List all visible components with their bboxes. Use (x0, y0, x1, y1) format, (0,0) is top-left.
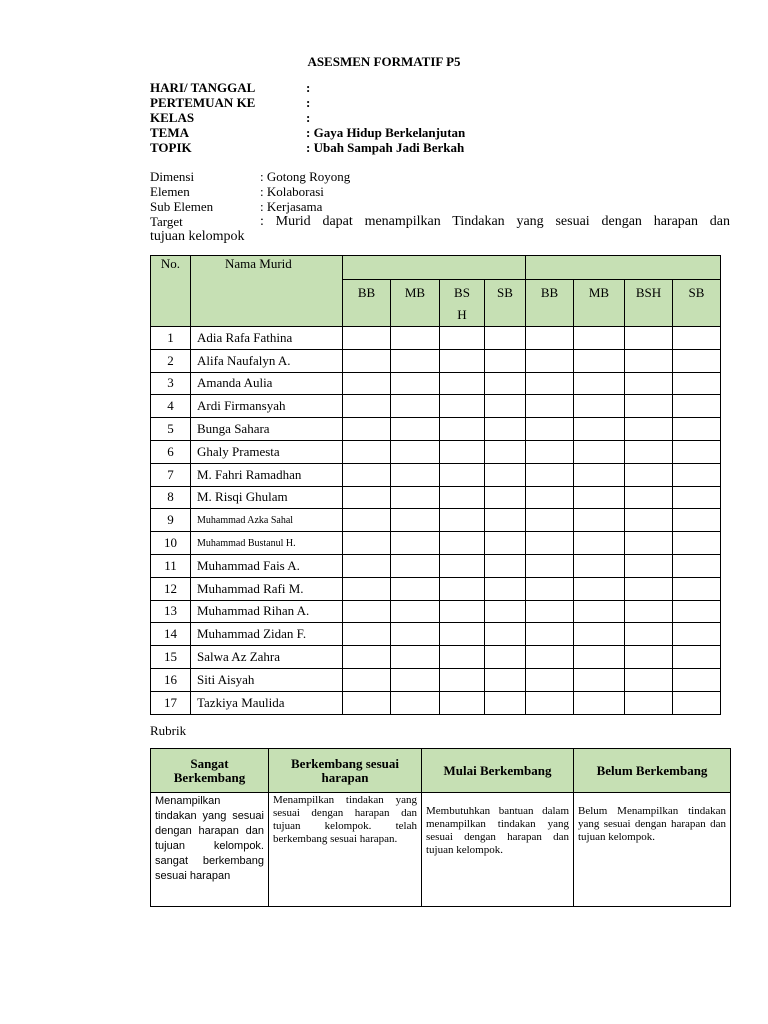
score-cell[interactable] (391, 577, 440, 600)
score-cell[interactable] (440, 646, 485, 669)
table-row (151, 577, 721, 600)
score-cell[interactable] (673, 440, 721, 463)
score-cell[interactable] (485, 327, 526, 350)
score-cell[interactable] (673, 509, 721, 532)
score-cell[interactable] (574, 600, 625, 623)
score-cell[interactable] (440, 691, 485, 714)
student-number: 2 (151, 349, 191, 372)
meta-label: Elemen (150, 184, 190, 199)
meta-label: Target (150, 214, 183, 229)
score-cell[interactable] (526, 668, 574, 691)
student-name: Bunga Sahara (191, 418, 343, 441)
score-cell[interactable] (440, 486, 485, 509)
student-name: Muhammad Azka Sahal (191, 509, 343, 532)
score-cell[interactable] (485, 554, 526, 577)
header-value: : (306, 80, 311, 95)
score-cell[interactable] (485, 668, 526, 691)
score-cell[interactable] (574, 463, 625, 486)
student-number: 12 (151, 577, 191, 600)
score-cell[interactable] (343, 691, 391, 714)
col-header-bsh: BS H (440, 280, 485, 327)
score-cell[interactable] (574, 577, 625, 600)
rubrik-cell-mulai-berkembang: Membutuhkan bantuan dalam menampilkan tindakan yang sesuai dengan harapan dan tujuan kelompok. (422, 793, 574, 907)
score-cell[interactable] (526, 418, 574, 441)
score-cell[interactable] (343, 668, 391, 691)
target-continuation: tujuan kelompok (150, 229, 245, 244)
score-cell[interactable] (625, 486, 673, 509)
rubrik-cell-berkembang-sesuai-harapan: Menampilkan tindakan yang sesuai dengan harapan dan tujuan kelompok. telah berkembang sesuai harapan. (269, 793, 422, 907)
table-row (151, 509, 721, 532)
rubrik-label: Rubrik (150, 723, 187, 738)
student-number: 6 (151, 440, 191, 463)
score-cell[interactable] (526, 577, 574, 600)
col-header-bb: BB (526, 280, 574, 327)
score-cell[interactable] (343, 463, 391, 486)
score-cell[interactable] (440, 554, 485, 577)
score-cell[interactable] (574, 623, 625, 646)
score-cell[interactable] (391, 440, 440, 463)
score-cell[interactable] (673, 418, 721, 441)
score-cell[interactable] (485, 486, 526, 509)
col-header-no: No. (151, 256, 191, 327)
score-cell[interactable] (440, 532, 485, 555)
score-cell[interactable] (485, 372, 526, 395)
table-row (151, 463, 721, 486)
score-cell[interactable] (526, 395, 574, 418)
rubrik-header-berkembang-sesuai-harapan: Berkembang sesuai harapan (269, 749, 422, 793)
score-cell[interactable] (440, 372, 485, 395)
score-cell[interactable] (673, 668, 721, 691)
score-cell[interactable] (343, 440, 391, 463)
table-row (151, 327, 721, 350)
meta-row-elemen (150, 184, 730, 199)
meta-row-target (150, 214, 730, 229)
score-cell[interactable] (574, 554, 625, 577)
score-cell[interactable] (343, 577, 391, 600)
table-row (151, 668, 721, 691)
header-row-pertemuan (150, 95, 465, 110)
score-cell[interactable] (391, 395, 440, 418)
student-name: Adia Rafa Fathina (191, 327, 343, 350)
score-cell[interactable] (625, 395, 673, 418)
score-cell[interactable] (343, 418, 391, 441)
student-name: Muhammad Rihan A. (191, 600, 343, 623)
score-cell[interactable] (440, 327, 485, 350)
score-cell[interactable] (625, 440, 673, 463)
score-cell[interactable] (440, 600, 485, 623)
score-cell[interactable] (440, 440, 485, 463)
score-cell[interactable] (440, 418, 485, 441)
score-cell[interactable] (673, 486, 721, 509)
header-label: TOPIK (150, 140, 192, 155)
header-label: TEMA (150, 125, 189, 140)
score-cell[interactable] (673, 554, 721, 577)
score-cell[interactable] (526, 327, 574, 350)
score-cell[interactable] (574, 327, 625, 350)
score-cell[interactable] (343, 509, 391, 532)
rubrik-header-belum-berkembang: Belum Berkembang (574, 749, 731, 793)
meta-label: Sub Elemen (150, 199, 214, 214)
score-cell[interactable] (391, 600, 440, 623)
score-cell[interactable] (526, 372, 574, 395)
header-label: PERTEMUAN KE (150, 95, 256, 110)
score-cell[interactable] (391, 327, 440, 350)
header-value: : Ubah Sampah Jadi Berkah (306, 140, 465, 155)
score-cell[interactable] (574, 395, 625, 418)
document-title: ASESMEN FORMATIF P5 (307, 54, 461, 69)
score-cell[interactable] (625, 418, 673, 441)
student-name: Ardi Firmansyah (191, 395, 343, 418)
score-cell[interactable] (526, 509, 574, 532)
meta-value: : Kerjasama (260, 199, 323, 214)
score-cell[interactable] (485, 418, 526, 441)
score-cell[interactable] (673, 372, 721, 395)
score-cell[interactable] (391, 463, 440, 486)
score-cell[interactable] (485, 623, 526, 646)
col-header-sb: SB (485, 280, 526, 327)
score-cell[interactable] (673, 532, 721, 555)
table-row (151, 486, 721, 509)
score-cell[interactable] (485, 646, 526, 669)
student-number: 8 (151, 486, 191, 509)
meta-row-dimensi (150, 169, 730, 184)
score-cell[interactable] (485, 532, 526, 555)
score-cell[interactable] (625, 463, 673, 486)
student-number: 17 (151, 691, 191, 714)
score-cell[interactable] (673, 395, 721, 418)
score-cell[interactable] (391, 509, 440, 532)
score-cell[interactable] (673, 691, 721, 714)
meta-value: : Kolaborasi (260, 184, 324, 199)
score-cell[interactable] (625, 577, 673, 600)
table-row (151, 691, 721, 714)
score-cell[interactable] (673, 646, 721, 669)
student-number: 3 (151, 372, 191, 395)
score-cell[interactable] (526, 486, 574, 509)
table-row (151, 600, 721, 623)
table-row (151, 372, 721, 395)
score-cell[interactable] (526, 691, 574, 714)
score-cell[interactable] (574, 418, 625, 441)
score-cell[interactable] (391, 532, 440, 555)
col-header-mb: MB (391, 280, 440, 327)
score-cell[interactable] (343, 623, 391, 646)
score-cell[interactable] (391, 486, 440, 509)
score-cell[interactable] (673, 600, 721, 623)
score-cell[interactable] (625, 691, 673, 714)
table-row (151, 623, 721, 646)
table-row (151, 646, 721, 669)
header-value: : Gaya Hidup Berkelanjutan (306, 125, 466, 140)
score-cell[interactable] (391, 372, 440, 395)
score-cell[interactable] (440, 623, 485, 646)
score-cell[interactable] (526, 623, 574, 646)
score-cell[interactable] (625, 623, 673, 646)
rubrik-header-sangat-berkembang: Sangat Berkembang (151, 749, 269, 793)
col-header-bsh: BSH (625, 280, 673, 327)
student-number: 5 (151, 418, 191, 441)
col-header-sb: SB (673, 280, 721, 327)
student-name: Amanda Aulia (191, 372, 343, 395)
header-label: HARI/ TANGGAL (150, 80, 256, 95)
score-cell[interactable] (485, 440, 526, 463)
meta-block (150, 169, 730, 244)
student-name: Muhammad Bustanul H. (191, 532, 343, 555)
score-cell[interactable] (673, 327, 721, 350)
score-cell[interactable] (574, 440, 625, 463)
score-cell[interactable] (526, 600, 574, 623)
score-cell[interactable] (343, 486, 391, 509)
header-row-topik (150, 140, 465, 155)
score-cell[interactable] (343, 327, 391, 350)
score-cell[interactable] (574, 349, 625, 372)
score-cell[interactable] (526, 440, 574, 463)
score-cell[interactable] (343, 395, 391, 418)
header-row-kelas (150, 110, 465, 125)
score-cell[interactable] (485, 577, 526, 600)
score-cell[interactable] (343, 532, 391, 555)
score-cell[interactable] (574, 646, 625, 669)
score-cell[interactable] (485, 509, 526, 532)
assessment-table (150, 255, 721, 715)
score-cell[interactable] (391, 623, 440, 646)
student-number: 7 (151, 463, 191, 486)
student-number: 13 (151, 600, 191, 623)
score-cell[interactable] (625, 646, 673, 669)
col-header-bb: BB (343, 280, 391, 327)
group-header-2 (526, 256, 721, 280)
meta-label: Dimensi (150, 169, 195, 184)
student-name: Siti Aisyah (191, 668, 343, 691)
score-cell[interactable] (343, 646, 391, 669)
score-cell[interactable] (440, 668, 485, 691)
student-number: 16 (151, 668, 191, 691)
score-cell[interactable] (440, 509, 485, 532)
score-cell[interactable] (391, 418, 440, 441)
student-name: M. Fahri Ramadhan (191, 463, 343, 486)
score-cell[interactable] (574, 486, 625, 509)
student-number: 1 (151, 327, 191, 350)
score-cell[interactable] (625, 554, 673, 577)
rubrik-cell-belum-berkembang: Belum Menampilkan tindakan yang sesuai dengan harapan dan tujuan kelompok. (574, 793, 731, 907)
score-cell[interactable] (391, 349, 440, 372)
score-cell[interactable] (625, 600, 673, 623)
score-cell[interactable] (625, 532, 673, 555)
score-cell[interactable] (440, 463, 485, 486)
student-number: 11 (151, 554, 191, 577)
score-cell[interactable] (440, 577, 485, 600)
table-row (151, 349, 721, 372)
score-cell[interactable] (485, 463, 526, 486)
score-cell[interactable] (625, 349, 673, 372)
score-cell[interactable] (673, 463, 721, 486)
score-cell[interactable] (440, 349, 485, 372)
table-row (151, 532, 721, 555)
header-row-tema (150, 125, 465, 140)
table-row (151, 418, 721, 441)
meta-value: : Gotong Royong (260, 169, 351, 184)
header-value: : (306, 110, 311, 125)
rubrik-cell-sangat-berkembang: Menampilkan tindakan yang sesuai dengan harapan dan tujuan kelompok. sangat berkembang sesuai harapan (151, 793, 269, 907)
score-cell[interactable] (391, 668, 440, 691)
student-name: Alifa Naufalyn A. (191, 349, 343, 372)
score-cell[interactable] (574, 372, 625, 395)
score-cell[interactable] (625, 327, 673, 350)
score-cell[interactable] (526, 463, 574, 486)
table-row (151, 440, 721, 463)
score-cell[interactable] (574, 691, 625, 714)
student-name: Ghaly Pramesta (191, 440, 343, 463)
group-header-1 (343, 256, 526, 280)
score-cell[interactable] (440, 395, 485, 418)
score-cell[interactable] (574, 668, 625, 691)
student-name: Muhammad Rafi M. (191, 577, 343, 600)
score-cell[interactable] (343, 349, 391, 372)
score-cell[interactable] (526, 646, 574, 669)
score-cell[interactable] (526, 532, 574, 555)
score-cell[interactable] (485, 691, 526, 714)
score-cell[interactable] (343, 600, 391, 623)
student-number: 15 (151, 646, 191, 669)
score-cell[interactable] (526, 554, 574, 577)
score-cell[interactable] (673, 623, 721, 646)
score-cell[interactable] (343, 372, 391, 395)
score-cell[interactable] (391, 691, 440, 714)
meta-value: : Murid dapat menampilkan Tindakan yang sesuai dengan harapan dan (260, 214, 730, 229)
header-label: KELAS (150, 110, 195, 125)
score-cell[interactable] (673, 349, 721, 372)
score-cell[interactable] (574, 509, 625, 532)
score-cell[interactable] (625, 372, 673, 395)
score-cell[interactable] (391, 554, 440, 577)
header-value: : (306, 95, 311, 110)
student-name: Muhammad Fais A. (191, 554, 343, 577)
score-cell[interactable] (673, 577, 721, 600)
score-cell[interactable] (526, 349, 574, 372)
student-number: 14 (151, 623, 191, 646)
header-block (150, 80, 465, 155)
header-row-hari (150, 80, 465, 95)
table-row (151, 395, 721, 418)
student-number: 10 (151, 532, 191, 555)
student-name: M. Risqi Ghulam (191, 486, 343, 509)
table-row (151, 554, 721, 577)
student-name: Salwa Az Zahra (191, 646, 343, 669)
student-number: 9 (151, 509, 191, 532)
score-cell[interactable] (625, 668, 673, 691)
col-header-mb: MB (574, 280, 625, 327)
student-name: Tazkiya Maulida (191, 691, 343, 714)
student-number: 4 (151, 395, 191, 418)
score-cell[interactable] (391, 646, 440, 669)
rubrik-header-mulai-berkembang: Mulai Berkembang (422, 749, 574, 793)
rubrik-table (150, 748, 731, 907)
score-cell[interactable] (343, 554, 391, 577)
col-header-nama: Nama Murid (191, 256, 343, 327)
student-name: Muhammad Zidan F. (191, 623, 343, 646)
score-cell[interactable] (574, 532, 625, 555)
score-cell[interactable] (485, 600, 526, 623)
meta-row-sub-elemen (150, 199, 730, 214)
score-cell[interactable] (625, 509, 673, 532)
score-cell[interactable] (485, 349, 526, 372)
score-cell[interactable] (485, 395, 526, 418)
